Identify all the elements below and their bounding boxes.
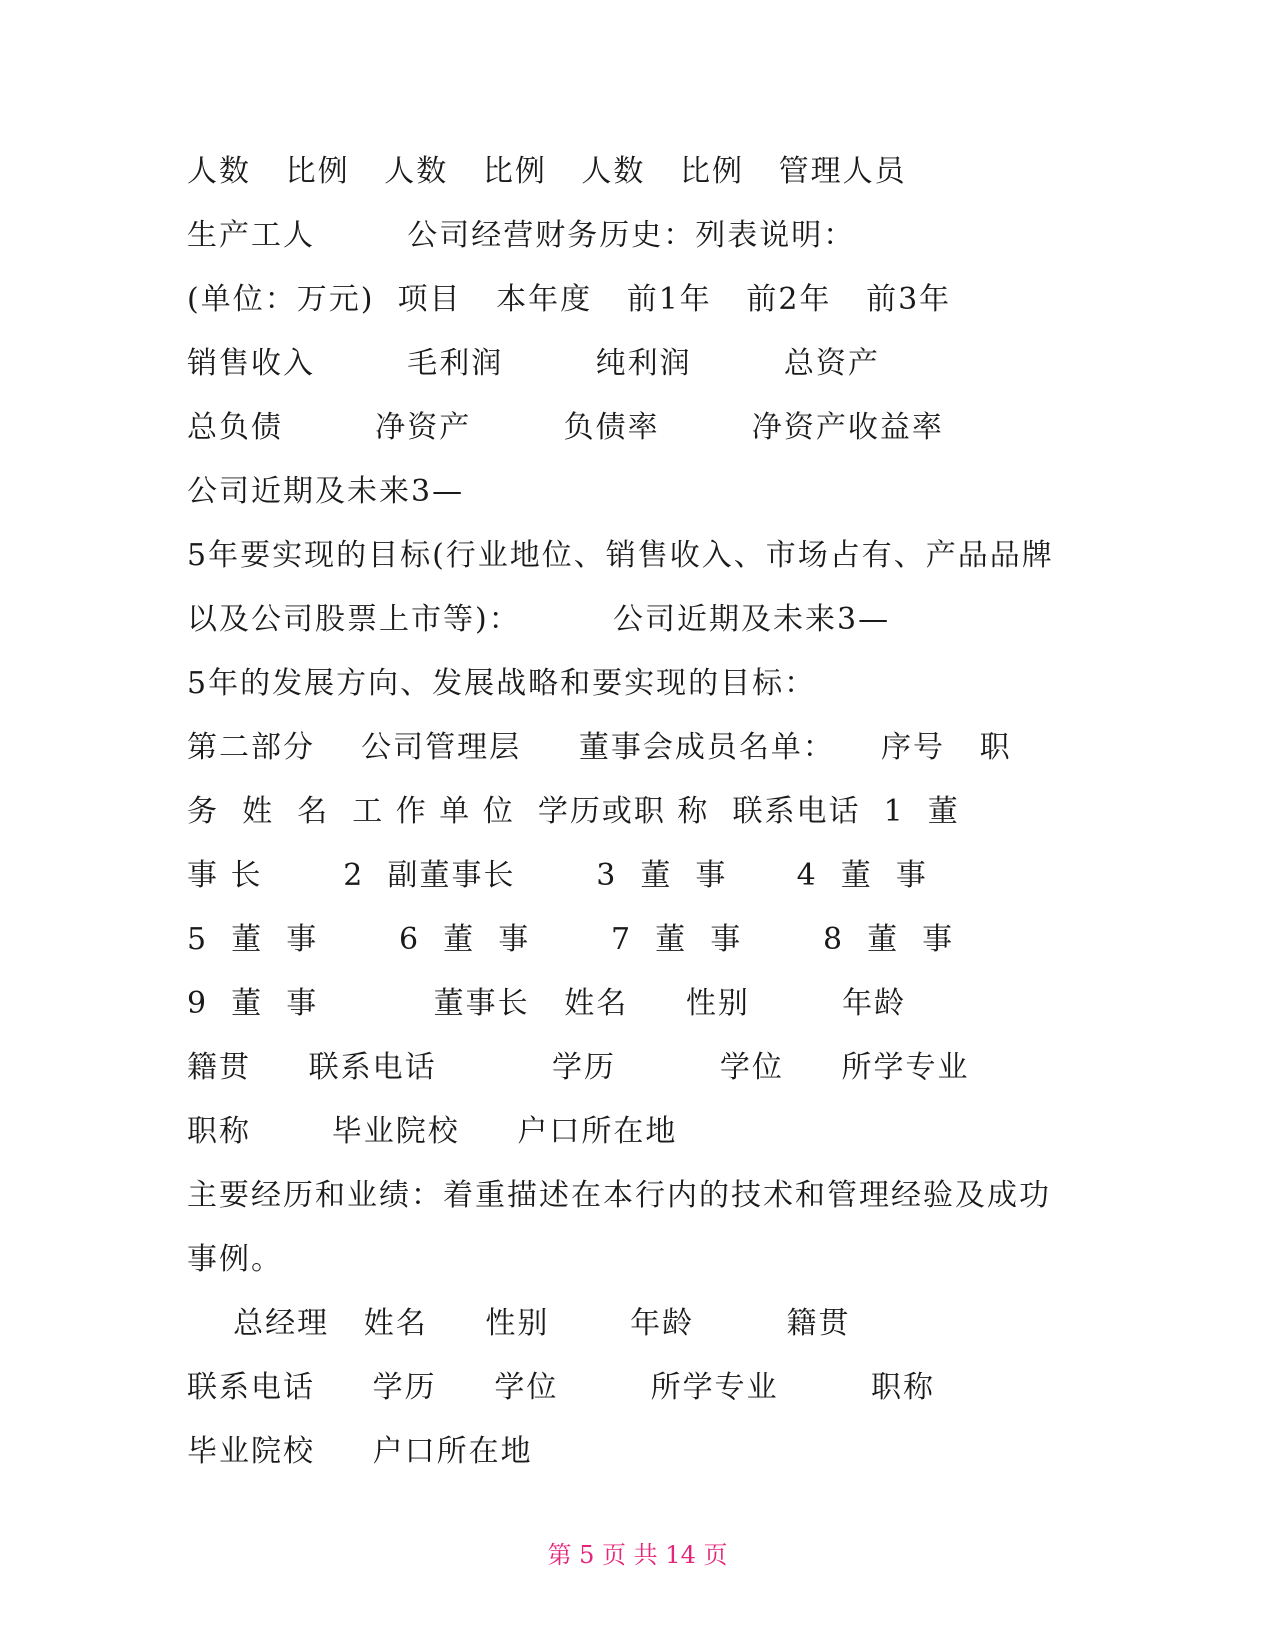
text-line-13: 5 董 事 6 董 事 7 董 事 8 董 事	[187, 922, 955, 957]
text-line-15: 籍贯 联系电话 学历 学位 所学专业	[187, 1050, 970, 1085]
text-line-20: 联系电话 学历 学位 所学专业 职称	[187, 1370, 935, 1405]
text-line-3: (单位：万元) 项目 本年度 前1年 前2年 前3年	[187, 282, 952, 317]
text-line-11: 务 姓 名 工 作 单 位 学历或职 称 联系电话 1 董	[187, 794, 960, 829]
text-line-8: 以及公司股票上市等)： 公司近期及未来3—	[187, 602, 891, 637]
text-line-4: 销售收入 毛利润 纯利润 总资产	[187, 346, 880, 381]
text-line-19: 总经理 姓名 性别 年龄 籍贯	[187, 1306, 851, 1341]
text-line-5: 总负债 净资产 负债率 净资产收益率	[187, 410, 944, 445]
text-line-17: 主要经历和业绩：着重描述在本行内的技术和管理经验及成功	[187, 1178, 1051, 1213]
text-line-1: 人数 比例 人数 比例 人数 比例 管理人员	[187, 154, 907, 189]
document-body	[187, 140, 1087, 1484]
text-line-14: 9 董 事 董事长 姓名 性别 年龄	[187, 986, 907, 1021]
text-line-9: 5年的发展方向、发展战略和要实现的目标：	[187, 666, 817, 701]
page-number-footer: 第 5 页 共 14 页	[547, 1541, 728, 1569]
text-line-6: 公司近期及未来3—	[187, 474, 465, 509]
text-line-21: 毕业院校 户口所在地	[187, 1434, 533, 1469]
text-line-12: 事 长 2 副董事长 3 董 事 4 董 事	[187, 858, 928, 893]
text-line-2: 生产工人 公司经营财务历史：列表说明：	[187, 218, 856, 253]
text-line-7: 5年要实现的目标(行业地位、销售收入、市场占有、产品品牌	[187, 538, 1054, 573]
text-line-18: 事例。	[187, 1242, 283, 1277]
text-line-16: 职称 毕业院校 户口所在地	[187, 1114, 678, 1149]
text-line-10: 第二部分 公司管理层 董事会成员名单： 序号 职	[187, 730, 1012, 765]
